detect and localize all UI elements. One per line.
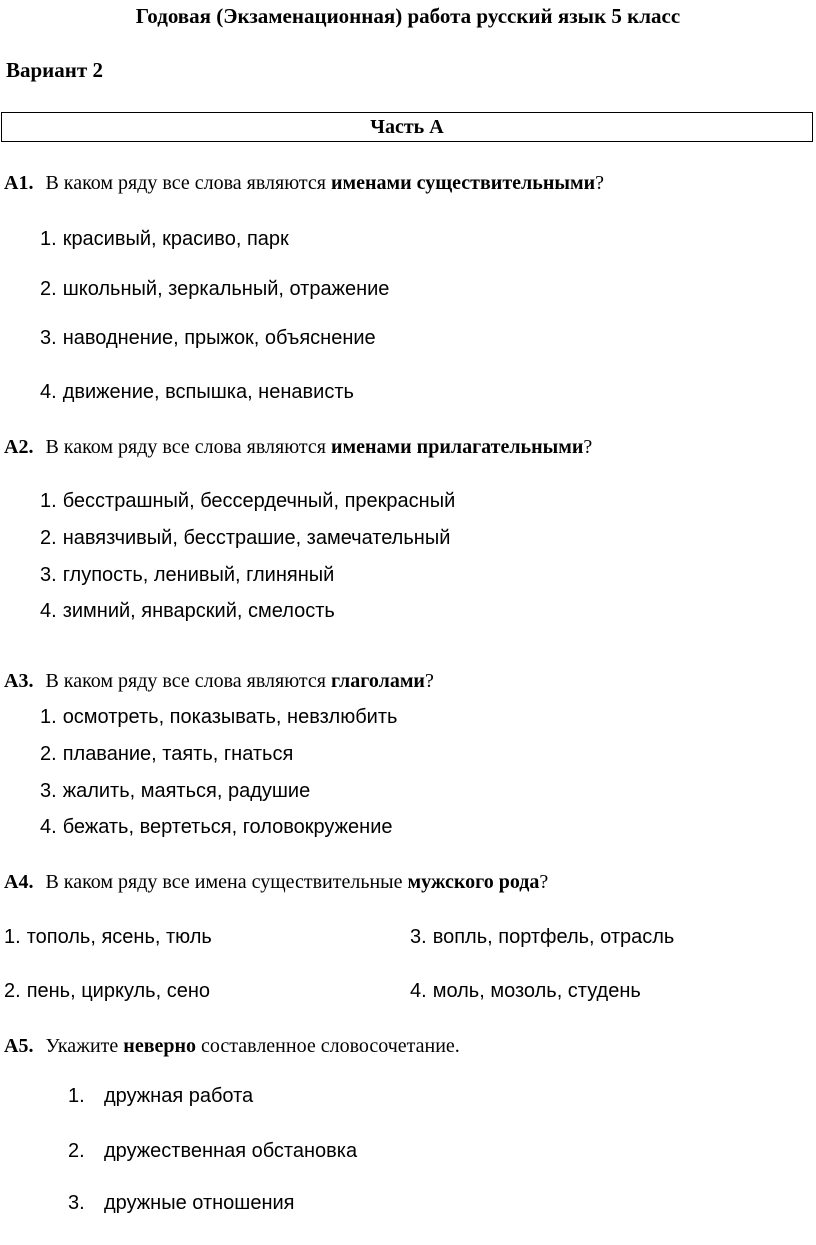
- option-a2-3: [40, 564, 334, 587]
- part-label: Часть А: [370, 116, 444, 138]
- option-a3-3: [40, 780, 310, 803]
- option-number: 3.: [40, 327, 57, 349]
- option-text: тополь, ясень, тюль: [26, 926, 212, 948]
- option-number: 3.: [40, 780, 57, 802]
- option-number: 4.: [410, 980, 427, 1002]
- option-text: зимний, январский, смелость: [62, 600, 335, 622]
- option-text: наводнение, прыжок, объяснение: [62, 327, 376, 349]
- option-a1-4: [40, 381, 354, 404]
- question-a5: [4, 1035, 460, 1058]
- option-a1-1: [40, 228, 289, 251]
- option-text: осмотреть, показывать, невзлюбить: [62, 706, 398, 728]
- option-a3-4: [40, 816, 393, 839]
- question-text: В каком ряду все слова являются: [45, 670, 331, 692]
- option-text: плавание, таять, гнаться: [62, 743, 294, 765]
- question-number: А5.: [4, 1035, 34, 1057]
- question-number: А3.: [4, 670, 34, 692]
- question-text: Укажите: [45, 1035, 124, 1057]
- option-text: движение, вспышка, ненависть: [62, 381, 354, 403]
- option-a3-2: [40, 743, 293, 766]
- option-number: 2.: [40, 527, 57, 549]
- document-title: Годовая (Экзаменационная) работа русский язык 5 класс: [135, 4, 681, 28]
- option-text: пень, циркуль, сено: [26, 980, 210, 1002]
- option-a2-4: [40, 600, 335, 623]
- option-text: бежать, вертеться, головокружение: [62, 816, 393, 838]
- option-a3-1: [40, 706, 397, 729]
- option-number: 1.: [40, 706, 57, 728]
- option-a5-3: [68, 1192, 295, 1215]
- question-suffix: ?: [583, 436, 593, 458]
- question-a4: [4, 871, 548, 894]
- variant-heading: Вариант 2: [6, 58, 103, 82]
- option-a4-3: [410, 926, 674, 949]
- option-text: жалить, маяться, радушие: [62, 780, 311, 802]
- question-number: А1.: [4, 172, 34, 194]
- option-number: 1.: [40, 490, 57, 512]
- question-highlight: именами прилагательными: [330, 436, 584, 458]
- question-suffix: составленное словосочетание.: [196, 1035, 460, 1057]
- option-a5-1: [68, 1085, 253, 1108]
- question-a3: [4, 670, 434, 693]
- option-a4-1: [4, 926, 212, 949]
- option-text: красивый, красиво, парк: [62, 228, 289, 250]
- question-suffix: ?: [595, 172, 604, 194]
- question-highlight: неверно: [123, 1035, 197, 1057]
- option-text: глупость, ленивый, глиняный: [62, 564, 335, 586]
- option-number: 3.: [40, 564, 57, 586]
- option-number: 2.: [68, 1140, 85, 1162]
- option-number: 1.: [40, 228, 57, 250]
- option-number: 1.: [4, 926, 21, 948]
- option-number: 2.: [4, 980, 21, 1002]
- question-a1: [4, 172, 604, 195]
- question-text: В каком ряду все слова являются: [45, 172, 331, 194]
- option-text: бесстрашный, бессердечный, прекрасный: [62, 490, 456, 512]
- option-number: 3.: [410, 926, 427, 948]
- option-a4-2: [4, 980, 210, 1003]
- option-text: дружные отношения: [104, 1192, 295, 1214]
- option-text: моль, мозоль, студень: [432, 980, 641, 1002]
- question-number: А2.: [4, 436, 34, 458]
- question-text: В каком ряду все слова являются: [45, 436, 331, 458]
- question-suffix: ?: [539, 871, 549, 893]
- question-suffix: ?: [424, 670, 434, 692]
- option-number: 4.: [40, 600, 57, 622]
- option-a2-2: [40, 527, 450, 550]
- option-number: 4.: [40, 381, 57, 403]
- option-a2-1: [40, 490, 455, 513]
- question-highlight: мужского рода: [407, 871, 540, 893]
- option-a1-3: [40, 327, 376, 350]
- option-number: 2.: [40, 743, 57, 765]
- option-number: 4.: [40, 816, 57, 838]
- question-text: В каком ряду все имена существительные: [45, 871, 408, 893]
- option-a4-4: [410, 980, 641, 1003]
- option-text: школьный, зеркальный, отражение: [62, 278, 390, 300]
- option-text: дружная работа: [104, 1085, 254, 1107]
- option-number: 2.: [40, 278, 57, 300]
- option-text: вопль, портфель, отрасль: [432, 926, 675, 948]
- question-a2: [4, 436, 592, 459]
- option-text: навязчивый, бесстрашие, замечательный: [62, 527, 451, 549]
- option-number: 3.: [68, 1192, 85, 1214]
- option-text: дружественная обстановка: [104, 1140, 358, 1162]
- question-highlight: именами существительными: [330, 172, 596, 194]
- question-highlight: глаголами: [330, 670, 425, 692]
- option-number: 1.: [68, 1085, 85, 1107]
- part-header-box: [1, 112, 813, 142]
- option-a5-2: [68, 1140, 357, 1163]
- option-a1-2: [40, 278, 389, 301]
- question-number: А4.: [4, 871, 34, 893]
